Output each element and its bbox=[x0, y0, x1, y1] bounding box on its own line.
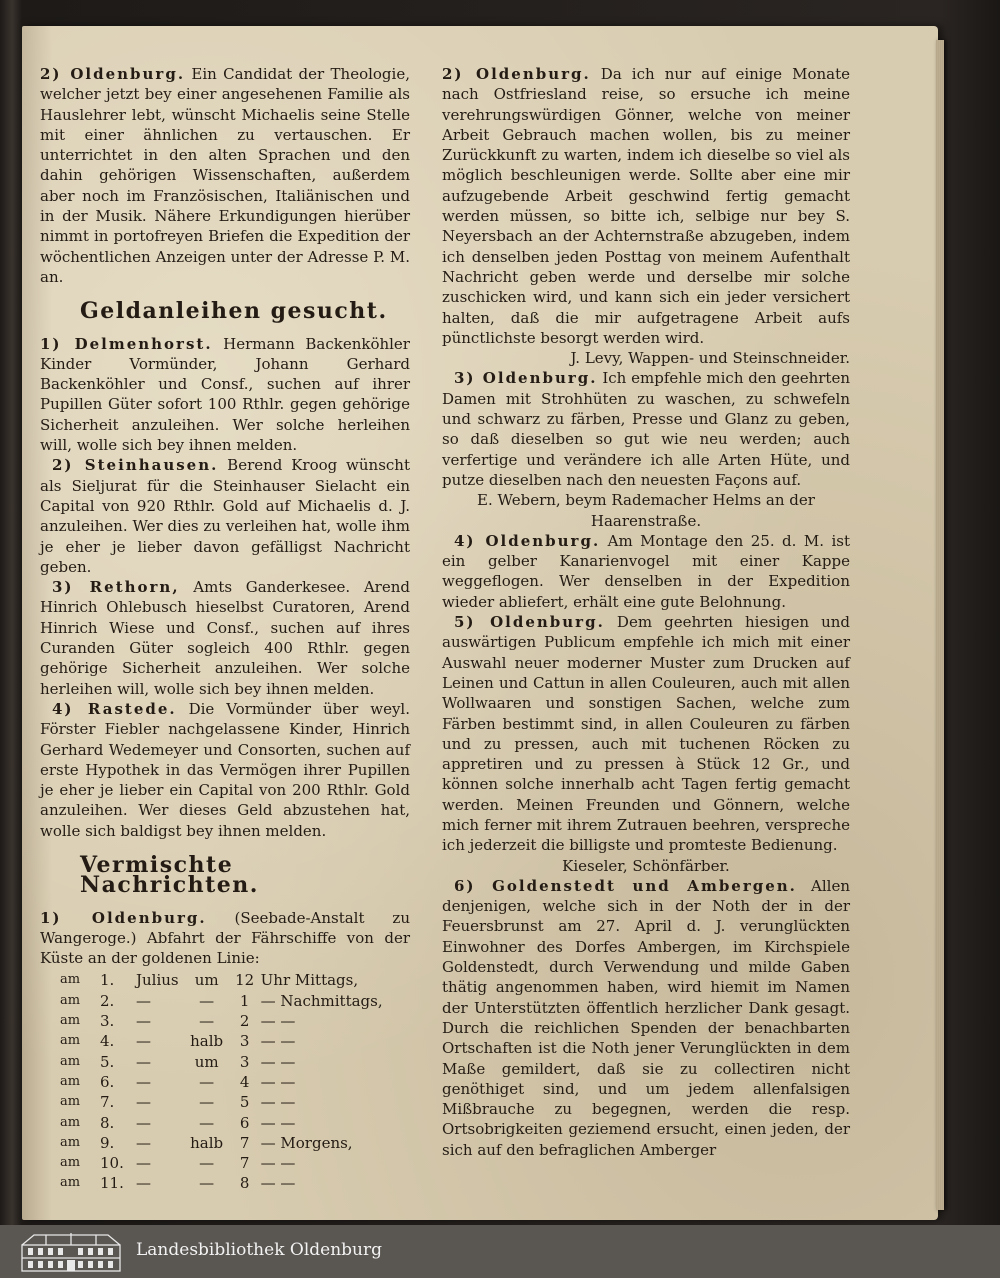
timetable-suffix: — — bbox=[260, 1052, 296, 1071]
notice-lead: 4) Rastede. bbox=[52, 699, 177, 718]
timetable-am: am bbox=[60, 992, 81, 1008]
timetable-prefix: — bbox=[199, 1174, 215, 1193]
notice-text: Dem geehrten hiesigen und auswärtigen Publicum empfehle ich mich mit einer Auswahl neuer moderner Muster zum Drucken auf Leinen und Cattun in allen Couleuren, auch mit allen Wollwaaren und sonstigen Sachen, welche zum Färben bestimmt sind, in allen Couleuren zu färben und zu pressen, auch mit tuchenen Röcken zu appretiren und zu pressen à Stück 12 Gr., und können solche innerhalb acht Tagen fertig gemacht werden. Meinen Freunden und Gönnern, welche mich ferner mit ihrem Zutrauen beehren, verspreche ich jederzeit die billigste und promteste Bedienung. bbox=[442, 613, 851, 855]
timetable-month: — bbox=[136, 1174, 151, 1193]
notice-right-3 bbox=[442, 368, 850, 490]
timetable-am: am bbox=[60, 1155, 81, 1171]
timetable-hour: 3 bbox=[239, 1032, 250, 1051]
notice-lead: 1) Oldenburg. bbox=[40, 908, 207, 927]
timetable-am: am bbox=[60, 1013, 81, 1029]
notice-lead: 2) Oldenburg. bbox=[442, 65, 591, 83]
timetable-am: am bbox=[60, 972, 81, 988]
left-column bbox=[40, 64, 410, 1194]
notice-loan-1 bbox=[40, 334, 410, 456]
notice-lead: 3) Rethorn, bbox=[52, 578, 180, 597]
timetable-hour: 8 bbox=[239, 1174, 250, 1193]
page-edge bbox=[936, 40, 944, 1210]
ferry-timetable bbox=[60, 970, 389, 1193]
timetable-month: — bbox=[136, 1113, 151, 1132]
timetable-row bbox=[60, 1173, 389, 1193]
timetable-row bbox=[60, 1031, 389, 1051]
notice-text: Berend Kroog wünscht als Sieljurat für die Steinhauser Sielacht ein Capital von 920 Rthlr. Gold auf Michaelis d. J. anzuleihen. Wer dies zu verleihen hat, wolle ihm je eher je lieber davon gefälligst Nachricht geben. bbox=[40, 456, 410, 576]
timetable-month: — bbox=[136, 1154, 151, 1173]
library-name-link[interactable]: Landesbibliothek Oldenburg bbox=[136, 1240, 383, 1260]
timetable-day: 6. bbox=[100, 1072, 115, 1091]
timetable-prefix: — bbox=[199, 1012, 215, 1031]
timetable-row bbox=[60, 1052, 389, 1072]
timetable-row bbox=[60, 1133, 389, 1153]
timetable-hour: 2 bbox=[239, 1012, 250, 1031]
notice-lead: 2) Oldenburg. bbox=[40, 65, 186, 83]
timetable-suffix: — Nachmittags, bbox=[260, 991, 383, 1010]
timetable-prefix: — bbox=[199, 1072, 215, 1091]
notice-left-2 bbox=[40, 64, 410, 287]
timetable-hour: 5 bbox=[239, 1093, 250, 1112]
timetable-hour: 12 bbox=[235, 971, 255, 990]
notice-right-6 bbox=[442, 876, 850, 1160]
signature-levy: J. Levy, Wappen- und Steinschneider. bbox=[570, 349, 850, 368]
timetable-hour: 3 bbox=[239, 1052, 250, 1071]
notice-lead: 5) Oldenburg. bbox=[454, 613, 605, 632]
timetable-prefix: — bbox=[199, 1113, 215, 1132]
timetable-suffix: — — bbox=[260, 1154, 296, 1173]
timetable-row bbox=[60, 1092, 389, 1112]
notice-lead: 3) Oldenburg. bbox=[454, 369, 598, 388]
timetable-am: am bbox=[60, 1175, 81, 1191]
timetable-row bbox=[60, 1113, 389, 1133]
section-heading-geldanleihen: Geldanleihen gesucht. bbox=[80, 298, 388, 325]
timetable-day: 11. bbox=[100, 1174, 124, 1193]
timetable-suffix: — — bbox=[260, 1032, 296, 1051]
timetable-prefix: um bbox=[194, 1052, 219, 1071]
timetable-day: 7. bbox=[100, 1093, 115, 1112]
timetable-am: am bbox=[60, 1053, 81, 1069]
right-column bbox=[442, 64, 850, 1160]
notice-text: Die Vormünder über weyl. Förster Fiebler nachgelassene Kinder, Hinrich Gerhard Wedemeyer und Consorten, suchen auf erste Hypothek in das Vermögen ihrer Pupillen je eher je lieber ein Capital von 200 Rthlr. Gold anzuleihen. Wer dieses Geld abzustehen hat, wolle sich baldigst bey ihnen melden. bbox=[40, 699, 410, 840]
signature-kieseler: Kieseler, Schönfärber. bbox=[562, 856, 730, 875]
section-heading-vermischte: Vermischte Nachrichten. bbox=[80, 851, 259, 899]
notice-misc-1 bbox=[40, 908, 410, 969]
timetable-day: 1. bbox=[100, 971, 115, 990]
timetable-suffix: — — bbox=[260, 1072, 296, 1091]
timetable-month: — bbox=[136, 1072, 151, 1091]
timetable-row bbox=[60, 970, 389, 990]
timetable-month: — bbox=[136, 1133, 151, 1152]
timetable-suffix: Uhr Mittags, bbox=[260, 971, 359, 990]
timetable-day: 9. bbox=[100, 1133, 115, 1152]
timetable-am: am bbox=[60, 1134, 81, 1150]
timetable-day: 5. bbox=[100, 1052, 115, 1071]
notice-loan-4 bbox=[40, 699, 410, 841]
notice-text: Ich empfehle mich den geehrten Damen mit Strohhüten zu waschen, zu schwefeln und schwarz zu färben, Presse und Glanz zu geben, so daß dieselben so gut wie neu werden; auch verfertige und verändere ich alle Arten Hüte, und putze dieselben nach den neuesten Façons auf. bbox=[442, 369, 850, 489]
library-footer bbox=[0, 1225, 1000, 1278]
timetable-month: — bbox=[136, 1052, 151, 1071]
notice-lead: 1) Delmenhorst. bbox=[40, 334, 213, 353]
timetable-row bbox=[60, 1153, 389, 1173]
notice-text: Ein Candidat der Theologie, welcher jetzt bey einer angesehenen Familie als Hauslehrer lebt, wünscht Michaelis seine Stelle mit einer ähnlichen zu vertauschen. Er unterrichtet in den alten Sprachen und den dahin gehörigen Wissenschaften, außerdem aber noch im Französischen, Italiänischen und in der Musik. Nähere Erkundigungen hierüber nimmt in portofreyen Briefen die Expedition der wöchentlichen Anzeigen unter der Adresse P. M. an. bbox=[40, 65, 410, 286]
timetable-am: am bbox=[60, 1033, 81, 1049]
timetable-day: 2. bbox=[100, 991, 115, 1010]
notice-text: (Seebade-Anstalt zu Wangeroge.) Abfahrt der Fährschiffe von der Küste an der goldenen Linie: bbox=[40, 908, 410, 968]
timetable-prefix: — bbox=[199, 991, 215, 1010]
notice-loan-3 bbox=[40, 577, 410, 699]
timetable-hour: 6 bbox=[239, 1113, 250, 1132]
notice-text: Am Montage den 25. d. M. ist ein gelber Kanarienvogel mit einer Kappe weggeflogen. Wer denselben in der Expedition wieder abliefert, erhält eine gute Belohnung. bbox=[442, 531, 850, 611]
notice-right-2 bbox=[442, 64, 850, 348]
timetable-month: Julius bbox=[136, 971, 179, 990]
timetable-day: 3. bbox=[100, 1012, 115, 1031]
timetable-prefix: um bbox=[194, 971, 219, 990]
timetable-day: 8. bbox=[100, 1113, 115, 1132]
timetable-am: am bbox=[60, 1114, 81, 1130]
notice-right-5 bbox=[442, 612, 850, 856]
timetable-month: — bbox=[136, 1032, 151, 1051]
notice-lead: 6) Goldenstedt und Ambergen. bbox=[454, 876, 797, 895]
timetable-suffix: — — bbox=[260, 1174, 296, 1193]
timetable-prefix: — bbox=[199, 1154, 215, 1173]
timetable-prefix: — bbox=[199, 1093, 215, 1112]
timetable-am: am bbox=[60, 1094, 81, 1110]
timetable-month: — bbox=[136, 1012, 151, 1031]
notice-text: Allen denjenigen, welche sich in der Noth der in der Feuersbrunst am 27. April d. J. verunglückten Einwohner des Dorfes Ambergen, im Kirchspiele Goldenstedt, durch Verwendung und milde Gaben thätig angenommen haben, wird hiemit im Namen der Unterstützten öffentlich herzlicher Dank gesagt. Durch die reichlichen Spenden der benachbarten Ortschaften ist die Noth jener Verunglückten in dem Maße gemildert, daß sie zu collectiren nicht genöthiget sind, und um jedem allenfalsigen Mißbrauche zu begegnen, werden die resp. Ortsobrigkeiten geziemend ersucht, einen jeden, der sich auf den befraglichen Amberger bbox=[442, 876, 850, 1159]
timetable-row bbox=[60, 1011, 389, 1031]
timetable-hour: 1 bbox=[239, 991, 250, 1010]
timetable-suffix: — — bbox=[260, 1012, 296, 1031]
timetable-suffix: — — bbox=[260, 1093, 296, 1112]
notice-lead: 2) Steinhausen. bbox=[52, 456, 219, 475]
timetable-hour: 4 bbox=[239, 1072, 250, 1091]
timetable-month: — bbox=[136, 991, 151, 1010]
timetable-suffix: — — bbox=[260, 1113, 296, 1132]
timetable-suffix: — Morgens, bbox=[260, 1133, 353, 1152]
notice-text: Amts Ganderkesee. Arend Hinrich Ohlebusch hieselbst Curatoren, Arend Hinrich Wiese und Consf., suchen auf ihres Curanden Güter sogleich 400 Rthlr. gegen gehörige Sicherheit anzuleihen. Wer solche herleihen will, wolle sich bey ihnen melden. bbox=[40, 578, 410, 698]
timetable-prefix: halb bbox=[190, 1133, 224, 1152]
notice-lead: 4) Oldenburg. bbox=[454, 531, 601, 550]
timetable-hour: 7 bbox=[239, 1133, 250, 1152]
notice-text: Da ich nur auf einige Monate nach Ostfriesland reise, so ersuche ich meine verehrungswürdigen Gönner, welche von meiner Arbeit Gebrauch machen wollen, bis zu meiner Zurückkunft zu warten, indem ich dieselbe so viel als möglich beschleunigen werde. Sollte aber eine mir aufzugebende Arbeit geschwind fertig gemacht werden müssen, so bitte ich, selbige nur bey S. Neyersbach an der Achternstraße abzugeben, indem ich denselben jeden Posttag von meinem Aufenthalt Nachricht geben werde und derselbe mir solche zuschicken wird, und kann sich ein jeder versichert halten, daß die mir aufgetragene Arbeit aufs pünctlichste besorgt werden wird. bbox=[442, 65, 850, 347]
timetable-prefix: halb bbox=[190, 1032, 224, 1051]
timetable-am: am bbox=[60, 1073, 81, 1089]
timetable-day: 4. bbox=[100, 1032, 115, 1051]
notice-loan-2 bbox=[40, 455, 410, 577]
signature-webern: E. Webern, beym Rademacher Helms an der Haarenstraße. bbox=[477, 491, 815, 530]
timetable-row bbox=[60, 1072, 389, 1092]
notice-text: Hermann Backenköhler Kinder Vormünder, Johann Gerhard Backenköhler und Consf., suchen auf ihrer Pupillen Güter sofort 100 Rthlr. gegen gehörige Sicherheit anzuleihen. Wer solche herleihen will, wolle sich bey ihnen melden. bbox=[40, 334, 410, 455]
timetable-day: 10. bbox=[100, 1154, 124, 1173]
timetable-hour: 7 bbox=[239, 1154, 250, 1173]
library-building-icon[interactable] bbox=[16, 1231, 126, 1273]
timetable-row bbox=[60, 991, 389, 1011]
newspaper-page bbox=[22, 26, 938, 1220]
timetable-month: — bbox=[136, 1093, 151, 1112]
notice-right-4 bbox=[442, 531, 850, 612]
